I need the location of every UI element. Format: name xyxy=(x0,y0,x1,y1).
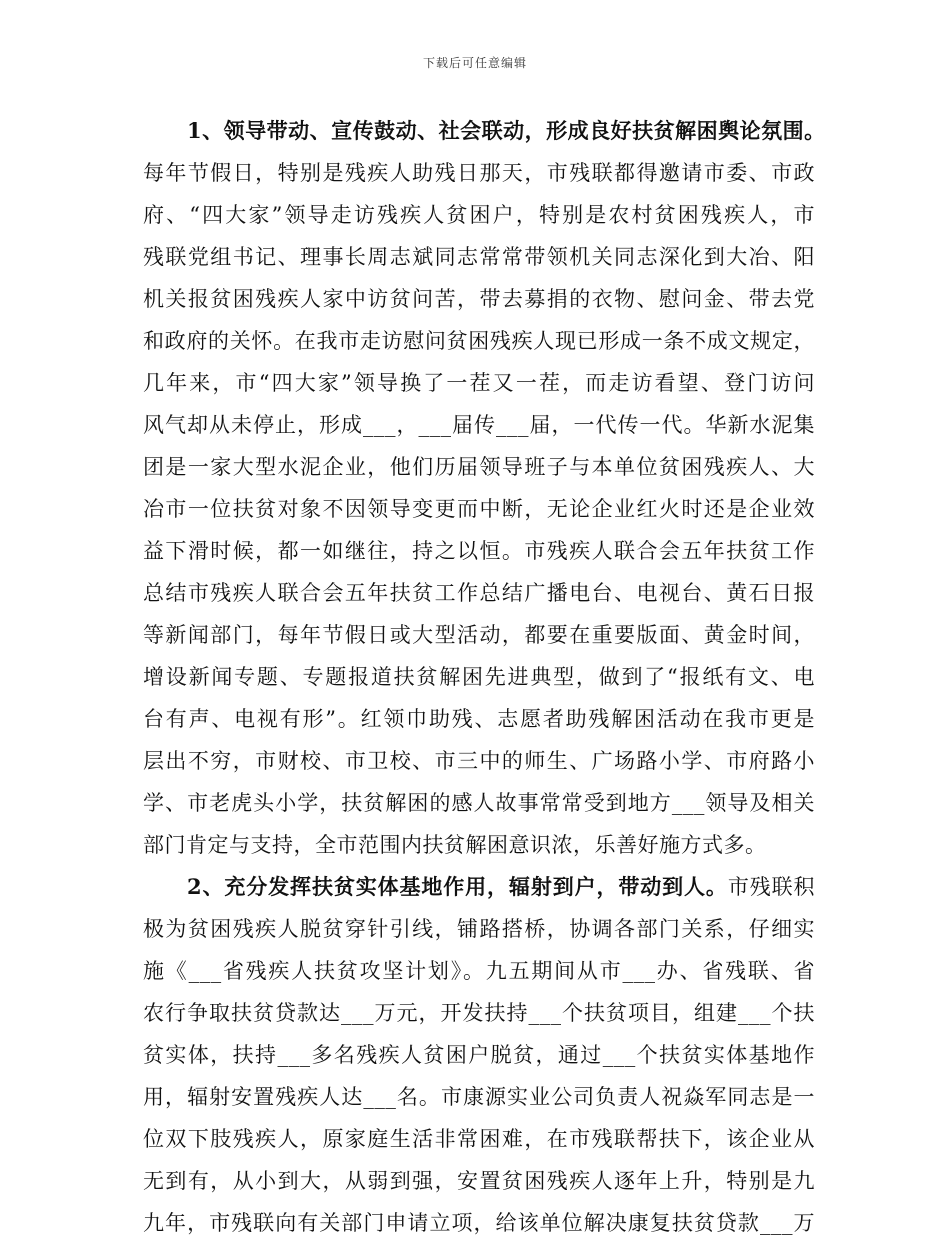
line-text: 冶市一位扶贫对象不因领导变更而中断，无论企业红火时还是企业效 xyxy=(143,497,815,521)
text-line xyxy=(143,1034,815,1076)
text-line xyxy=(143,824,815,866)
text-line xyxy=(143,446,815,488)
line-text: 每年节假日，特别是残疾人助残日那天，市残联都得邀请市委、市政 xyxy=(143,161,815,185)
line-text: 无到有，从小到大，从弱到强，安置贫困残疾人逐年上升，特别是九 xyxy=(143,1169,815,1193)
text-line xyxy=(143,362,815,404)
line-text: 农行争取扶贫贷款达___万元，开发扶持___个扶贫项目，组建___个扶 xyxy=(143,1001,815,1025)
text-line xyxy=(143,278,815,320)
line-text: 和政府的关怀。在我市走访慰问贫困残疾人现已形成一条不成文规定， xyxy=(143,329,815,353)
line-text: 增设新闻专题、专题报道扶贫解困先进典型，做到了“报纸有文、电 xyxy=(143,665,815,689)
text-line xyxy=(143,656,815,698)
text-line xyxy=(143,1160,815,1202)
line-text: 几年来，市“四大家”领导换了一茬又一茬，而走访看望、登门访问 xyxy=(143,371,815,395)
line-text: 团是一家大型水泥企业，他们历届领导班子与本单位贫困残疾人、大 xyxy=(143,455,815,479)
text-line xyxy=(143,152,815,194)
text-line xyxy=(143,992,815,1034)
line-text: 位双下肢残疾人，原家庭生活非常困难，在市残联帮扶下，该企业从 xyxy=(143,1127,815,1151)
paragraph-2-heading xyxy=(143,866,815,908)
text-line xyxy=(143,194,815,236)
text-line xyxy=(143,530,815,572)
line-text: 益下滑时候，都一如继往，持之以恒。市残疾人联合会五年扶贫工作 xyxy=(143,539,815,563)
text-line xyxy=(143,1202,815,1244)
line-text: 机关报贫困残疾人家中访贫问苦，带去募捐的衣物、慰问金、带去党 xyxy=(143,287,815,311)
line-text: 风气却从未停止，形成___，___届传___届，一代传一代。华新水泥集 xyxy=(143,413,815,437)
text-line xyxy=(143,908,815,950)
line-text: 九年，市残联向有关部门申请立项，给该单位解决康复扶贫贷款___万 xyxy=(143,1211,815,1235)
text-line xyxy=(143,320,815,362)
text-line xyxy=(143,1118,815,1160)
line-text: 府、“四大家”领导走访残疾人贫困户，特别是农村贫困残疾人，市 xyxy=(143,203,815,227)
line-text: 等新闻部门，每年节假日或大型活动，都要在重要版面、黄金时间， xyxy=(143,623,815,647)
line-text: 市残联积 xyxy=(727,875,815,899)
text-line xyxy=(143,236,815,278)
line-text: 台有声、电视有形”。红领巾助残、志愿者助残解困活动在我市更是 xyxy=(143,707,815,731)
line-text: 层出不穷，市财校、市卫校、市三中的师生、广场路小学、市府路小 xyxy=(143,749,815,773)
text-line xyxy=(143,740,815,782)
text-line xyxy=(143,782,815,824)
document-body xyxy=(143,110,826,1244)
line-text: 用，辐射安置残疾人达___名。市康源实业公司负责人祝焱军同志是一 xyxy=(143,1085,815,1109)
heading-text: 1、领导带动、宣传鼓动、社会联动，形成良好扶贫解困舆论氛围。 xyxy=(187,118,826,143)
line-text: 贫实体，扶持___多名残疾人贫困户脱贫，通过___个扶贫实体基地作 xyxy=(143,1043,815,1067)
line-text: 施《___省残疾人扶贫攻坚计划》。九五期间从市___办、省残联、省 xyxy=(143,959,815,983)
text-line xyxy=(143,1076,815,1118)
text-line xyxy=(143,404,815,446)
line-text: 部门肯定与支持，全市范围内扶贫解困意识浓，乐善好施方式多。 xyxy=(143,833,767,857)
text-line xyxy=(143,572,815,614)
text-line xyxy=(143,488,815,530)
text-line xyxy=(143,950,815,992)
line-text: 总结市残疾人联合会五年扶贫工作总结广播电台、电视台、黄石日报 xyxy=(143,581,815,605)
heading-text: 2、充分发挥扶贫实体基地作用，辐射到户，带动到人。 xyxy=(187,874,728,899)
paragraph-1-heading xyxy=(143,110,826,152)
page-header: 下载后可任意编辑 xyxy=(422,56,527,70)
line-text: 极为贫困残疾人脱贫穿针引线，铺路搭桥，协调各部门关系，仔细实 xyxy=(143,917,815,941)
text-line xyxy=(143,614,815,656)
text-line xyxy=(143,698,815,740)
line-text: 学、市老虎头小学，扶贫解困的感人故事常常受到地方___领导及相关 xyxy=(143,791,815,815)
line-text: 残联党组书记、理事长周志斌同志常常带领机关同志深化到大冶、阳 xyxy=(143,245,815,269)
